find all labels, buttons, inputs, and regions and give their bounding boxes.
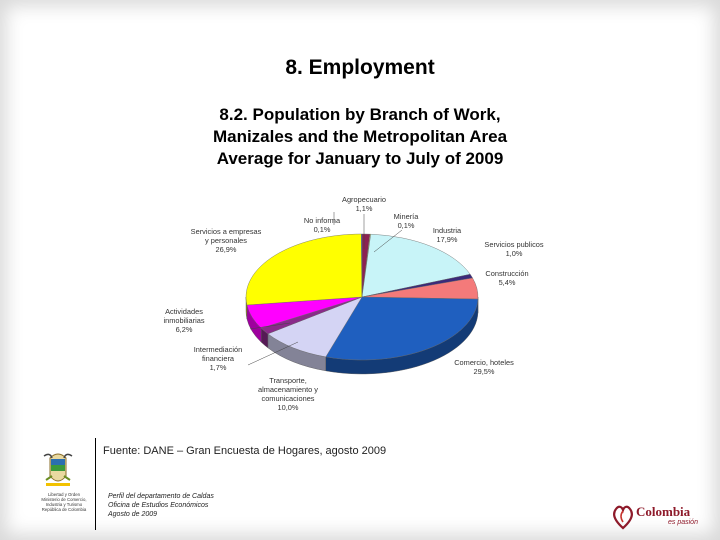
slice-label-line: 6,2% (175, 325, 193, 334)
slice-label (454, 358, 514, 376)
footer-line: Oficina de Estudios Económicos (108, 502, 209, 509)
slice-label (485, 269, 528, 287)
slice-label-line: 5,4% (498, 278, 516, 287)
slice-label-line: Comercio, hoteles (454, 358, 514, 367)
slice-label-line: Agropecuario (342, 195, 386, 204)
ministry-line: Ministerio de Comercio, (41, 497, 87, 502)
brand-tagline: es pasión (668, 519, 698, 526)
slice-label-line: y personales (205, 236, 247, 245)
slice-label (258, 376, 318, 412)
slice-label-line: Intermediación (193, 345, 243, 354)
slice-label-line: 26,9% (215, 245, 237, 254)
slice-label (342, 195, 386, 213)
slice-label-line: 0,1% (397, 221, 415, 230)
chart-title-line-2: Manizales and the Metropolitan Area (212, 127, 508, 146)
slice-label-line: No informa (303, 216, 341, 225)
chart-title-line-3: Average for January to July of 2009 (216, 149, 504, 168)
slice-label (163, 307, 204, 334)
ministry-line: República de Colombia (41, 507, 87, 512)
pie-slice (246, 234, 362, 305)
slice-label-line: 10,0% (277, 403, 299, 412)
heart-icon (612, 502, 634, 530)
footer-note (108, 492, 214, 519)
slice-label-line: comunicaciones (261, 394, 315, 403)
slice-label (394, 212, 420, 230)
slice-label-line: 1,0% (505, 249, 523, 258)
slice-label-line: financiera (201, 354, 235, 363)
slice-label (433, 226, 462, 244)
slice-label-line: Actividades (165, 307, 203, 316)
chart-title-line-1: 8.2. Population by Branch of Work, (219, 105, 501, 124)
source-note: Fuente: DANE – Gran Encuesta de Hogares, agosto 2009 (103, 445, 387, 457)
slice-label-line: 1,7% (209, 363, 227, 372)
footer-divider (95, 438, 96, 530)
slice-label-line: 29,5% (473, 367, 495, 376)
ministry-caption (38, 492, 90, 512)
coat-of-arms-icon (40, 450, 76, 490)
footer-line: Perfil del departamento de Caldas (108, 493, 214, 500)
slice-label (484, 240, 543, 258)
slice-label (304, 216, 341, 234)
ministry-line: Industria y Turismo (45, 502, 83, 507)
pie-chart (150, 192, 550, 424)
slice-label-line: Servicios a empresas (190, 227, 262, 236)
slice-label-line: 17,9% (436, 235, 458, 244)
slice-label-line: Industria (432, 226, 462, 235)
slice-label (194, 345, 242, 372)
slice-label-line: 1,1% (355, 204, 373, 213)
section-title: 8. Employment (285, 56, 435, 79)
slice-label-line: Minería (393, 212, 419, 221)
slice-label-line: 0,1% (313, 225, 331, 234)
slice-label-line: Servicios publicos (484, 240, 544, 249)
colombia-brand-logo (612, 500, 712, 532)
footer-line: Agosto de 2009 (108, 511, 158, 518)
ministry-line: Libertad y Orden (47, 492, 80, 497)
slice-label-line: Construcción (485, 269, 529, 278)
slice-label-line: almacenamiento y (258, 385, 318, 394)
slice-label-line: inmobiliarias (163, 316, 205, 325)
slice-label (191, 227, 262, 254)
slice-label-line: Transporte, (269, 376, 307, 385)
brand-name: Colombia (636, 504, 691, 519)
